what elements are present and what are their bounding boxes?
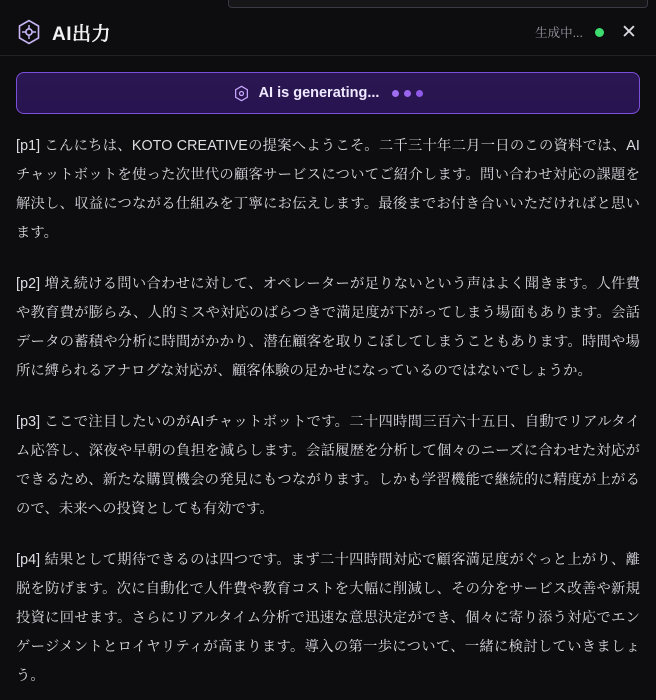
output-paragraph <box>16 408 640 524</box>
loading-dots-icon <box>392 90 423 97</box>
status-badge: 生成中... <box>535 26 583 40</box>
header-left-group <box>16 19 111 46</box>
output-paragraph <box>16 270 640 386</box>
close-icon[interactable]: ✕ <box>616 19 642 45</box>
paragraph-text: 結果として期待できるのは四つです。まず二十四時間対応で顧客満足度がぐっと上がり、離脱を防げます。次に自動化で人件費や教育コストを大幅に削減し、その分をサービス改善や新規投資に回せます。さらにリアルタイム分析で迅速な意思決定ができ、個々に寄り添う対応でエンゲージメントとロイヤリティが高まります。導入の第一歩について、一緒に検討していきましょう。 <box>16 552 640 684</box>
paragraph-text: 増え続ける問い合わせに対して、オペレーターが足りないという声はよく聞きます。人件費や教育費が膨らみ、人的ミスや対応のばらつきで満足度が下がってしまう場面もあります。会話データの蓄積や分析に時間がかかり、潜在顧客を取りこぼしてしまうこともあります。時間や場所に縛られるアナログな対応が、顧客体験の足かせになっているのではないでしょうか。 <box>16 276 640 379</box>
page-title: AI出力 <box>52 23 112 45</box>
gear-hex-icon <box>16 19 42 45</box>
window-top-strip <box>0 0 656 8</box>
output-body <box>0 56 656 700</box>
background-input-field[interactable] <box>228 0 648 8</box>
output-paragraph <box>16 132 640 248</box>
panel-header <box>0 8 656 56</box>
paragraph-text: こんにちは、KOTO CREATIVEの提案へようこそ。二千三十年二月一日のこの資料では、AIチャットボットを使った次世代の顧客サービスについてご紹介します。問い合わせ対応の課題を解決し、収益につながる仕組みを丁寧にお伝えします。最後までお付き合いいただければと思います。 <box>16 138 640 241</box>
sparkle-icon <box>233 85 250 102</box>
generating-label: AI is generating... <box>258 85 380 101</box>
paragraph-tag: [p4] <box>16 552 41 568</box>
paragraph-tag: [p3] <box>16 414 41 430</box>
header-right-group <box>535 19 642 45</box>
status-indicator-dot <box>595 28 604 37</box>
generating-banner <box>16 72 640 114</box>
paragraph-tag: [p1] <box>16 138 41 154</box>
output-paragraph <box>16 546 640 691</box>
paragraph-text: ここで注目したいのがAIチャットボットです。二十四時間三百六十五日、自動でリアルタイム応答し、深夜や早朝の負担を減らします。会話履歴を分析して個々のニーズに合わせた対応ができるため、新たな購買機会の発見にもつながります。しかも学習機能で継続的に精度が上がるので、未来への投資としても有効です。 <box>16 414 640 517</box>
paragraph-tag: [p2] <box>16 276 41 292</box>
header-divider <box>0 55 656 56</box>
